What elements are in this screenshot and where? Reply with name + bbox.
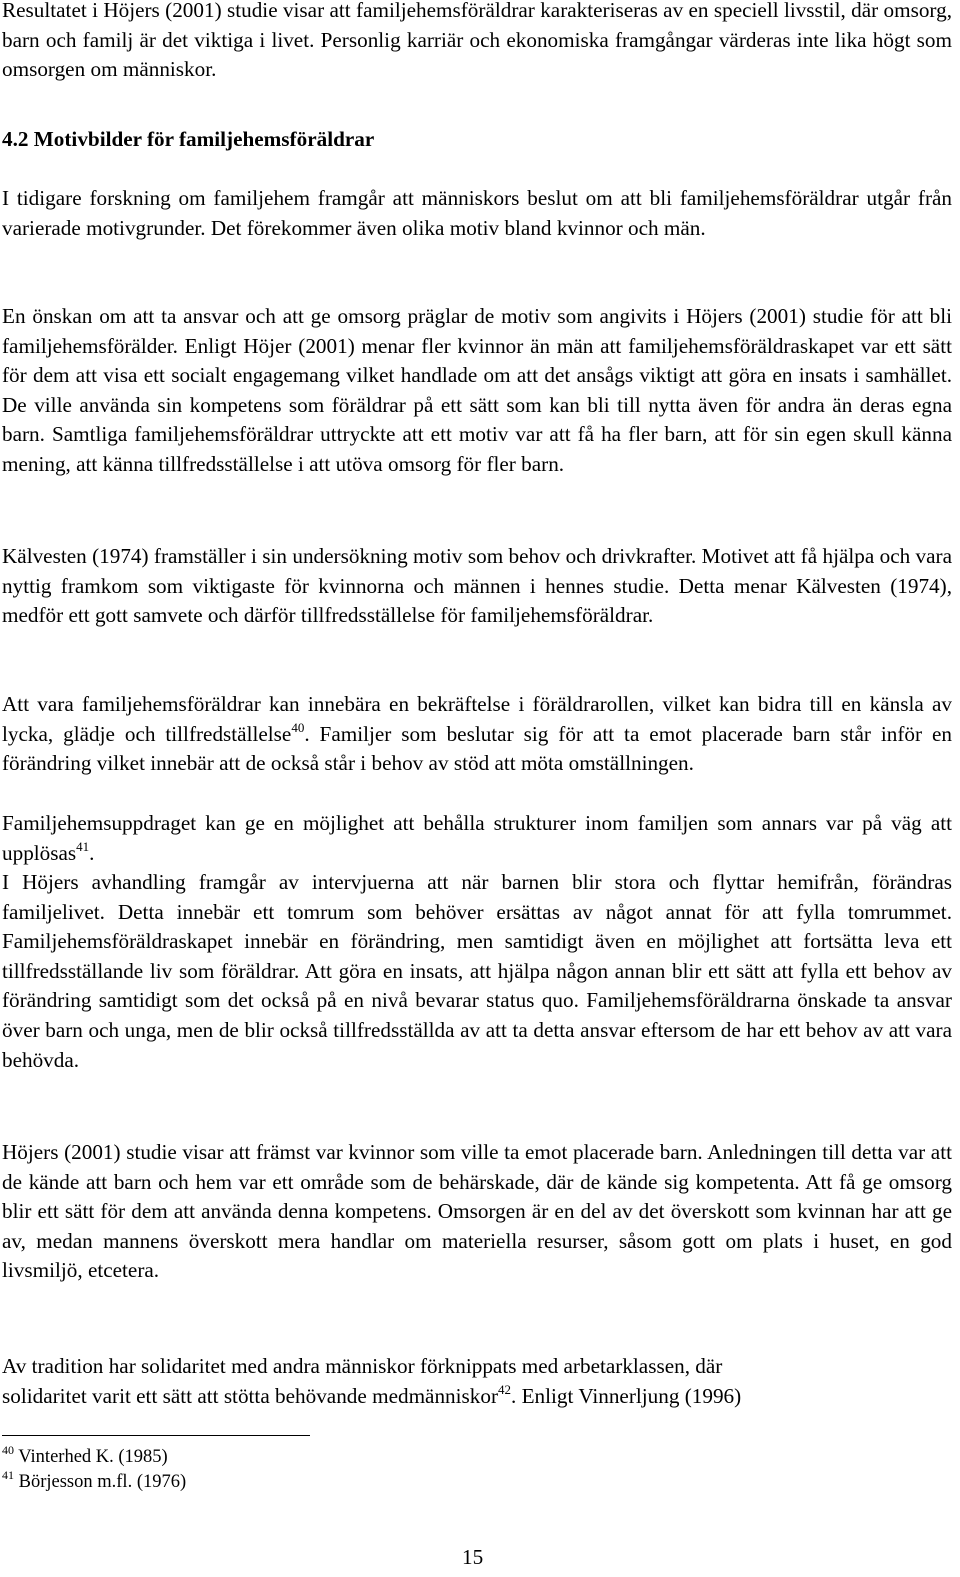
paragraph-kalvesten: Kälvesten (1974) framställer i sin undersökning motiv som behov och drivkrafter. Motivet att få hjälpa och vara nyttig framkom som viktigaste för kvinnorna och männen i hennes studie. Detta menar Kälvesten (1974), medför ett gott samvete och därför tillfredsställelse för familjehemsföräldrar. — [2, 544, 952, 628]
footnote-number: 41 — [2, 1468, 14, 1482]
paragraph-previous-research: I tidigare forskning om familjehem framgår att människors beslut om att bli familjehemsföräldrar utgår från varierade motivgrunder. Det förekommer även olika motiv bland kvinnor och män. — [2, 186, 952, 240]
paragraph-lifestyle: Resultatet i Höjers (2001) studie visar att familjehemsföräldrar karakteriseras av en speciell livsstil, där omsorg, barn och familj är det viktiga i livet. Personlig karriär och ekonomiska framgångar värderas inte lika högt som omsorgen om människor. — [2, 0, 952, 82]
footnote-ref-40: 40 — [291, 719, 305, 735]
paragraph-solidarity-text-a: solidaritet varit ett sätt att stötta behövande medmänniskor — [2, 1383, 499, 1408]
section-heading: 4.2 Motivbilder för familjehemsföräldrar — [2, 127, 375, 151]
paragraph-confirmation-text-a: Att vara familjehemsföräldrar kan innebära en bekräftelse i föräldrarollen, vilket kan bidra till en känsla av lycka, glädje och tillfredställelse — [2, 692, 952, 746]
footnote-ref-42: 42 — [498, 1381, 512, 1397]
paragraph-solidarity-line-2 — [2, 1382, 952, 1412]
paragraph-confirmation — [2, 690, 952, 779]
paragraph-family-structures — [2, 809, 952, 868]
footnote-text: Börjesson m.fl. (1976) — [18, 1472, 187, 1492]
paragraph-solidarity-text-b: . Enligt Vinnerljung (1996) — [511, 1383, 742, 1408]
paragraph-responsibility-motives: En önskan om att ta ansvar och att ge omsorg präglar de motiv som angivits i Höjers (2001) studie för att bli familjehemsförälder. Enligt Höjer (2001) menar fler kvinnor än män att familjehemsföräldraskapet var ett sätt för dem att visa ett socialt engagemang vilket handlade om att det ansågs viktigt att göra en insats i samhället. De ville använda sin kompetens som föräldrar på ett sätt som kan bli till nytta även för andra än deras egna barn. Samtliga familjehemsföräldrar uttryckte att ett motiv var att få ha fler barn, att för sin egen skull känna mening, att känna tillfredsställelse i att utöva omsorg för fler barn. — [2, 304, 952, 476]
paragraph-solidarity-line-1: Av tradition har solidaritet med andra människor förknippats med arbetarklassen, där — [2, 1354, 723, 1378]
footnote-40 — [2, 1445, 602, 1470]
footnote-41 — [2, 1470, 602, 1495]
paragraph-hojer-interviews: I Höjers avhandling framgår av intervjuerna att när barnen blir stora och flyttar hemifrån, förändras familjelivet. Detta innebär ett tomrum som behöver ersättas av något annat för att fylla tomrummet. Familjehemsföräldraskapet innebär en förändring, men samtidigt även en möjlighet att fortsätta leva ett tillfredsställande liv som föräldrar. Att göra en insats, att hjälpa någon annan blir ett sätt att fylla ett behov av förändring samtidigt som det också på en nivå bevarar status quo. Familjehemsföräldrarna önskade ta ansvar över barn och unga, men de blir också tillfredsställda av att ta detta ansvar eftersom de har ett behov av att vara behövda. — [2, 870, 952, 1072]
paragraph-women-competence: Höjers (2001) studie visar att främst var kvinnor som ville ta emot placerade barn. Anledningen till detta var att de kände att barn och hem var ett område som de behärskade, där de kände sig kompetenta. Att få ge omsorg blir ett sätt för dem att använda denna kompetens. Omsorgen är en del av det överskott som kvinnan har att ge av, medan mannens överskott mera handlar om materiella resurser, såsom gott om plats i huset, en god livsmiljö, etcetera. — [2, 1140, 952, 1283]
page-number: 15 — [462, 1545, 484, 1569]
footnote-number: 40 — [2, 1443, 14, 1457]
footnote-ref-41: 41 — [76, 838, 90, 854]
paragraph-confirmation-text-b: . Familjer som beslutar sig för att ta emot placerade barn står inför en förändring vilket innebär att de också står i behov av stöd att möta omställningen. — [2, 721, 952, 776]
footnotes — [2, 1445, 602, 1495]
footnote-text: Vinterhed K. (1985) — [18, 1447, 168, 1467]
paragraph-solidarity — [2, 1352, 952, 1411]
footnote-separator — [2, 1435, 310, 1436]
paragraph-family-structures-text-b: . — [89, 840, 95, 865]
paragraph-family-structures-text-a: Familjehemsuppdraget kan ge en möjlighet att behålla strukturer inom familjen som annars var på väg att upplösas — [2, 811, 952, 865]
